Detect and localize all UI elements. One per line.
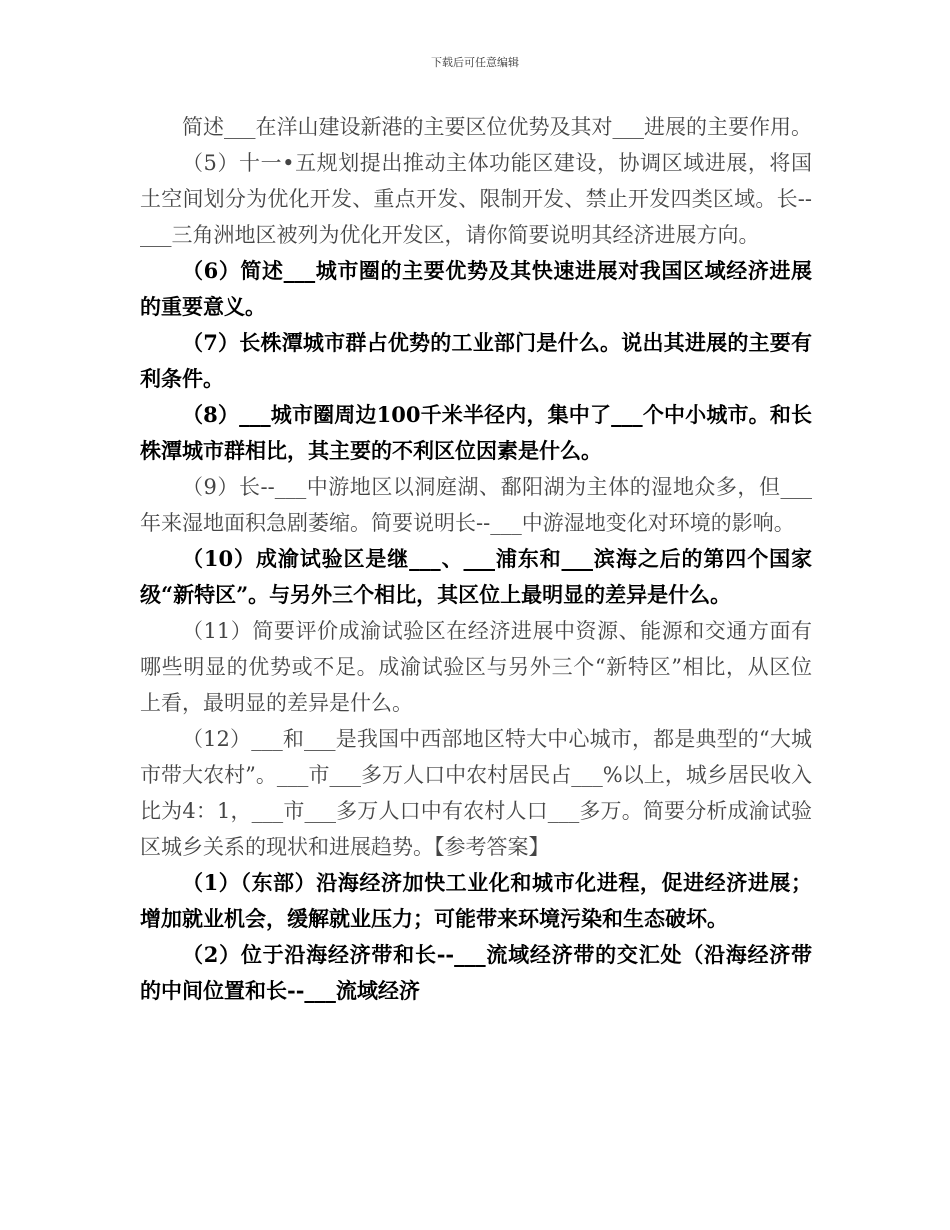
paragraph-intro: 简述___在洋山建设新港的主要区位优势及其对___进展的主要作用。: [182, 115, 812, 139]
paragraph-answer-2: （2）位于沿海经济带和长--___流域经济带的交汇处（沿海经济带的中间位置和长--___流域经济: [140, 942, 812, 1003]
paragraph-question-11: （11）简要评价成渝试验区在经济进展中资源、能源和交通方面有哪些明显的优势或不足。成渝试验区与另外三个“新特区”相比，从区位上看，最明显的差异是什么。: [140, 619, 812, 715]
paragraph-question-9: （9）长--___中游地区以洞庭湖、鄱阳湖为主体的湿地众多，但___年来湿地面积急剧萎缩。简要说明长--___中游湿地变化对环境的影响。: [140, 475, 812, 535]
paragraph-question-10: （10）成渝试验区是继___、___浦东和___滨海之后的第四个国家级“新特区”。与另外三个相比，其区位上最明显的差异是什么。: [140, 546, 812, 607]
paragraph-question-6: （6）简述___城市圈的主要优势及其快速进展对我国区域经济进展的重要意义。: [140, 258, 812, 319]
document-body: [140, 109, 812, 1009]
paragraph-question-7: （7）长株潭城市群占优势的工业部门是什么。说出其进展的主要有利条件。: [140, 330, 812, 391]
paragraph-question-5: （5）十一•五规划提出推动主体功能区建设，协调区域进展，将国土空间划分为优化开发、重点开发、限制开发、禁止开发四类区域。长--___三角洲地区被列为优化开发区，请你简要说明其经济进展方向。: [140, 151, 812, 247]
paragraph-question-8: （8）___城市圈周边100千米半径内，集中了___个中小城市。和长株潭城市群相比，其主要的不利区位因素是什么。: [140, 402, 812, 463]
paragraph-answer-1: （1）（东部）沿海经济加快工业化和城市化进程，促进经济进展；增加就业机会，缓解就业压力；可能带来环境污染和生态破坏。: [140, 870, 812, 931]
page-header: 下载后可任意编辑: [431, 56, 519, 69]
paragraph-question-12: （12）___和___是我国中西部地区特大中心城市，都是典型的“大城市带大农村”。___市___多万人口中农村居民占___%以上，城乡居民收入比为4：1，___市___多万人口中有农村人口___多万。简要分析成渝试验区城乡关系的现状和进展趋势。【参考答案】: [140, 727, 812, 859]
